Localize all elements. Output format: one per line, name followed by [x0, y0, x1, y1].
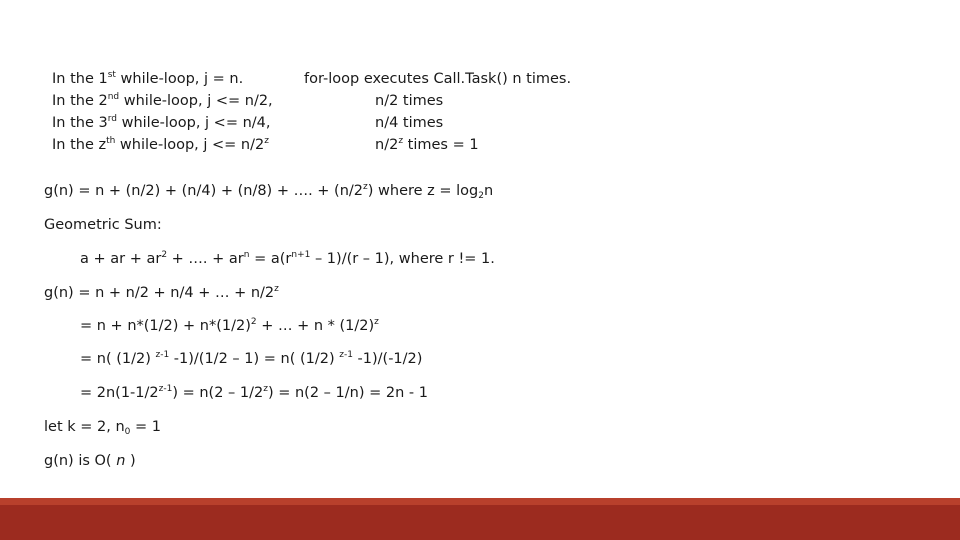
derivation-line-2: = $n + n*(1/2) + n*(1/2)^2$ + … + n * $(1/2)^z$ — [80, 317, 379, 334]
constants-line: let k = 2, $n_0 = 1$ — [44, 419, 161, 437]
exec-line-2: n/2 times — [375, 93, 444, 109]
loop-line-2: In the 2nd while-loop, j <= n/2, — [52, 92, 273, 109]
derivation-line-4: = $2n(1-1/2^{z-1}) = n(2 - 1/2^z) = n(2 - 1/n) = 2n - 1$ — [80, 384, 428, 401]
loop-line-1: In the 1st while-loop, j = n. — [52, 70, 244, 87]
g-sum-line: g(n) = n + (n/2) + (n/4) + (n/8) + …. + $(n/2^z)$ where $z = \log_2n$ — [44, 182, 494, 201]
geometric-sum-label: Geometric Sum: — [44, 217, 162, 233]
exec-line-3: n/4 times — [375, 115, 444, 131]
exec-line-4: n/2$^z$ times = 1 — [375, 136, 479, 153]
loop-line-3: In the 3rd while-loop, j <= n/4, — [52, 114, 271, 131]
loop-line-4: In the $z^{th}$ while-loop, $j <= n/2^z$ — [52, 136, 269, 153]
derivation-line-3: = n( (1/2) $^{z-1}$ -1)/(1/2 – 1) = n( (1/2) $^{z-1}$ -1)/(-1/2) — [80, 350, 423, 367]
geometric-sum-formula: a + ar + $ar^2$ + …. + $ar^n = a(r^{n+1} - 1)/(r - 1)$, where r != 1. — [80, 250, 495, 267]
exec-line-1: for-loop executes Call.Task() n times. — [304, 71, 572, 87]
big-o-conclusion: g(n) is O( n ) — [44, 453, 136, 469]
footer-accent-bar — [0, 505, 960, 540]
derivation-line-1: g(n) = n + n/2 + n/4 + … + $n/2^z$ — [44, 284, 279, 301]
footer-accent-stripe — [0, 498, 960, 505]
